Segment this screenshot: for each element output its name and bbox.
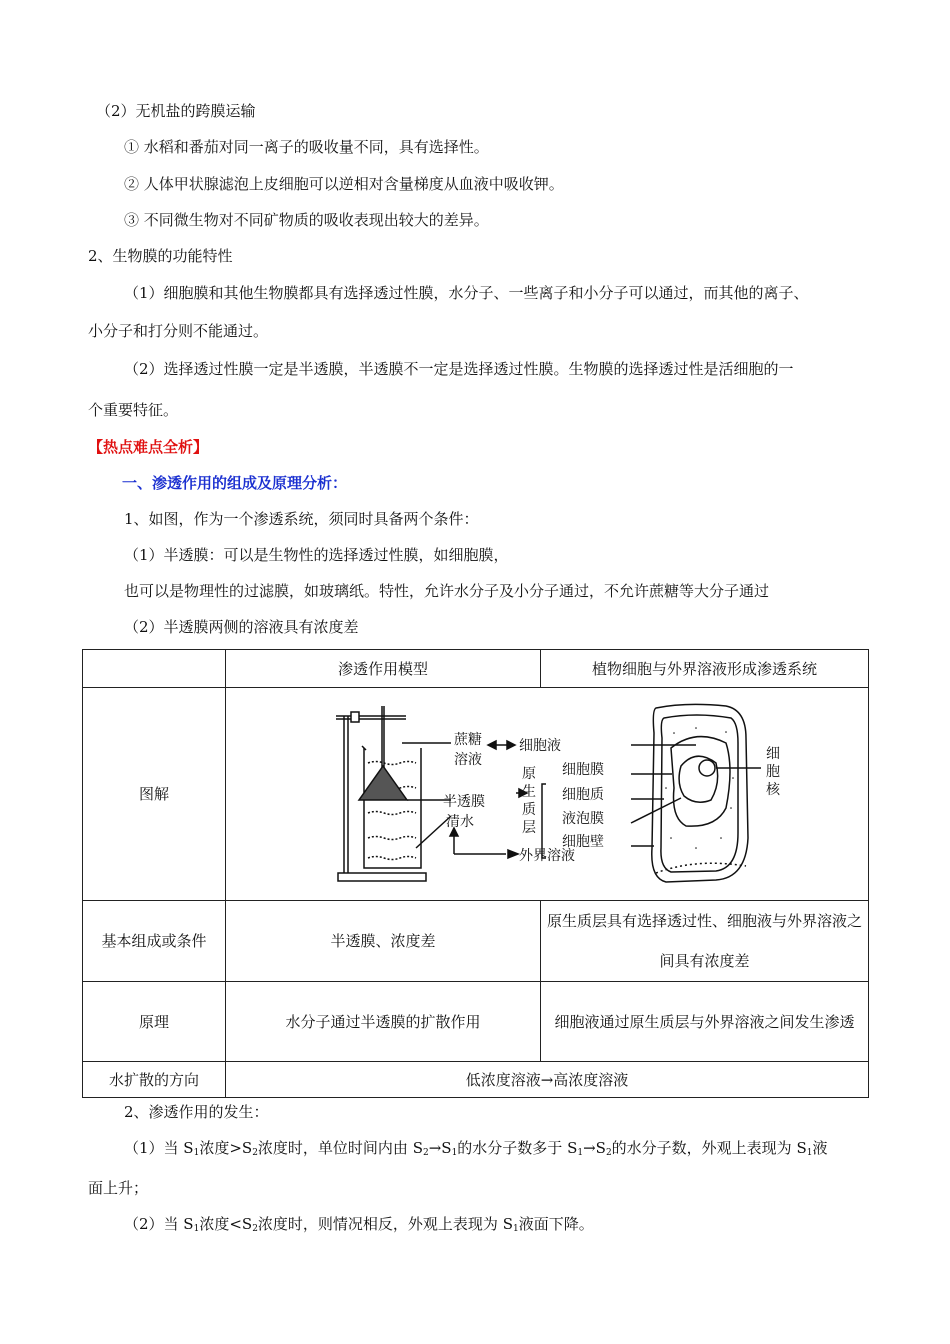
paragraph: ① 水稻和番茄对同一离子的吸收量不同，具有选择性。 [124, 138, 489, 156]
paragraph: （1）细胞膜和其他生物膜都具有选择透过性膜，水分子、一些离子和小分子可以通过，而其他的离子、 [124, 284, 809, 302]
paragraph: （2）半透膜两侧的溶液具有浓度差 [124, 618, 359, 636]
paragraph: ③ 不同微生物对不同矿物质的吸收表现出较大的差异。 [124, 211, 489, 229]
paragraph: 也可以是物理性的过滤膜，如玻璃纸。特性，允许水分子及小分子通过，不允许蔗糖等大分子通过 [124, 582, 770, 600]
table-cell: 细胞液通过原生质层与外界溶液之间发生渗透 [541, 982, 869, 1062]
paragraph: （2）选择透过性膜一定是半透膜，半透膜不一定是选择透过性膜。生物膜的选择透过性是活细胞的一 [124, 360, 794, 378]
osmosis-apparatus [336, 706, 546, 881]
label-nucleus: 细 [766, 746, 780, 762]
paragraph: 1、如图，作为一个渗透系统，须同时具备两个条件： [124, 510, 479, 528]
table-row [83, 982, 869, 1062]
label-vacuole-membrane: 液泡膜 [562, 811, 604, 827]
table-header-cell [83, 650, 226, 688]
label-protoplast: 质 [522, 802, 536, 818]
table-row-diagram [83, 688, 869, 901]
table-cell: 水分子通过半透膜的扩散作用 [226, 982, 541, 1062]
label-external-solution: 外界溶液 [519, 848, 575, 864]
table-row-label: 水扩散的方向 [83, 1062, 226, 1098]
osmosis-diagram [226, 688, 867, 900]
label-protoplast: 原 [522, 766, 536, 782]
diagram-cell [226, 688, 869, 901]
label-nucleus: 胞 [766, 764, 780, 780]
plant-cell [631, 704, 761, 882]
paragraph: （1）半透膜：可以是生物性的选择透过性膜，如细胞膜， [124, 546, 509, 564]
paragraph: 个重要特征。 [88, 401, 179, 419]
table-row-label: 原理 [83, 982, 226, 1062]
label-cytoplasm: 细胞质 [562, 787, 604, 803]
table-row [83, 901, 869, 982]
table-header-cell: 渗透作用模型 [226, 650, 541, 688]
label-semipermeable: 半透膜 [443, 794, 485, 810]
table-cell: 低浓度溶液→高浓度溶液 [226, 1062, 869, 1098]
label-cell-sap: 细胞液 [519, 738, 561, 754]
table-header-cell: 植物细胞与外界溶液形成渗透系统 [541, 650, 869, 688]
table-row [83, 1062, 869, 1098]
paragraph: （1）当 $S_1$浓度$>S_2$浓度时，单位时间内由 $S_2\to S_1$的水分子数多于 $S_1\to S_2$的水分子数，外观上表现为 $S_1$液 [124, 1139, 828, 1158]
label-clear-water: 清水 [446, 814, 474, 830]
label-sucrose: 蔗糖 [454, 732, 482, 748]
label-cell-wall: 细胞壁 [562, 834, 604, 850]
table-cell: 原生质层具有选择透过性、细胞液与外界溶液之间具有浓度差 [541, 901, 869, 982]
subheading-inorganic-salt: （2）无机盐的跨膜运输 [96, 102, 256, 120]
label-protoplast: 层 [522, 820, 536, 836]
table-row-label: 基本组成或条件 [83, 901, 226, 982]
paragraph: （2）当 $S_1$浓度$<S_2$浓度时，则情况相反，外观上表现为 $S_1$液面下降。 [124, 1215, 594, 1234]
label-solution: 溶液 [454, 752, 482, 768]
label-cell-membrane: 细胞膜 [562, 762, 604, 778]
section-heading: 2、渗透作用的发生： [124, 1103, 269, 1121]
paragraph: 面上升； [88, 1179, 149, 1197]
blue-heading: 一、渗透作用的组成及原理分析： [122, 474, 348, 492]
red-heading: 【热点难点全析】 [88, 438, 209, 456]
table-cell: 半透膜、浓度差 [226, 901, 541, 982]
paragraph: ② 人体甲状腺滤泡上皮细胞可以逆相对含量梯度从血液中吸收钾。 [124, 175, 564, 193]
label-nucleus: 核 [766, 782, 780, 798]
paragraph: 小分子和打分则不能通过。 [88, 322, 269, 340]
table-row-label: 图解 [83, 688, 226, 901]
comparison-table [82, 649, 869, 1098]
table-header-row [83, 650, 869, 688]
section-heading: 2、生物膜的功能特性 [88, 247, 233, 265]
label-protoplast: 生 [522, 784, 536, 800]
